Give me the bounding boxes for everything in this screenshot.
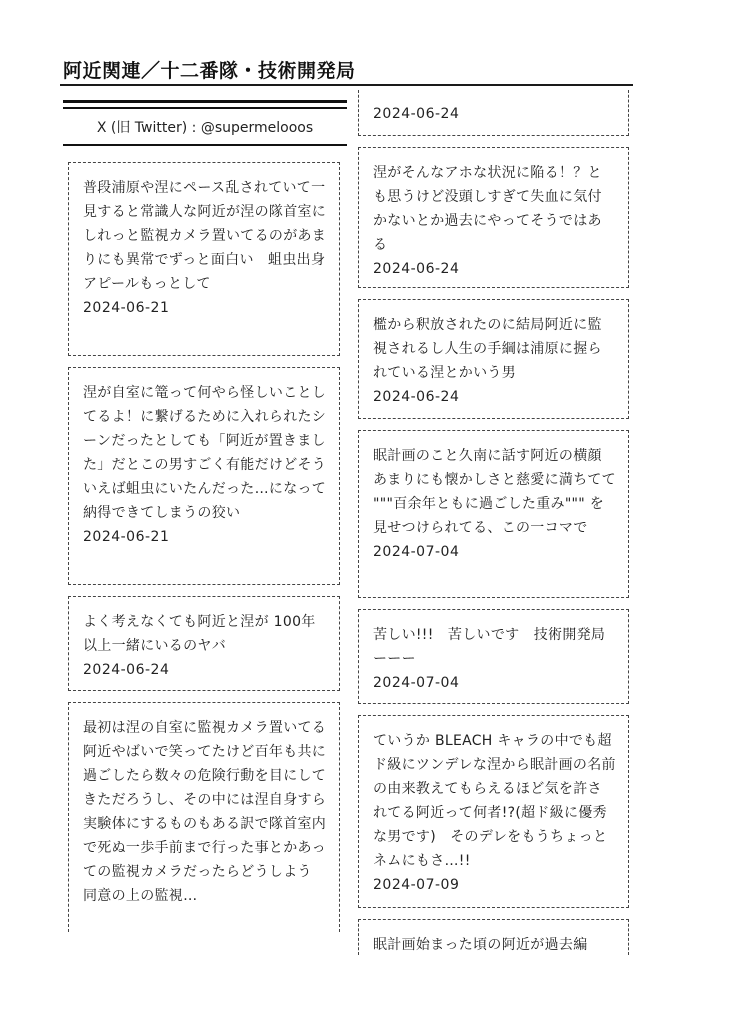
post-text: 涅がそんなアホな状況に陥る！？とも思うけど没頭しすぎて失血に気付かないとか過去にやってそうではある: [373, 165, 602, 253]
post-text: 最初は涅の自室に監視カメラ置いてる阿近やばいで笑ってたけど百年も共に過ごしたら数々の危険行動を目にしてきただろうし、その中には涅自身すら実験体にするものもある訳で隊首室内で死ぬ一歩手前まで行った事とかあっての監視カメラだったらどうしよう 同意の上の監視…: [83, 720, 327, 904]
post-text: 涅が自室に篭って何やら怪しいことしてるよ！に繋げるために入れられたシーンだったとしても「阿近が置きました」だとこの男すごく有能だけどそういえば蛆虫にいたんだった…になって納得できてしまうの狡い: [83, 385, 327, 521]
header-rule-second: [63, 107, 347, 109]
post-card: [68, 367, 340, 585]
header-rule-bottom: [63, 144, 347, 146]
post-card: [358, 430, 629, 598]
post-card: [358, 90, 629, 136]
post-text: ていうか BLEACH キャラの中でも超ド級にツンデレな涅から眠計画の名前の由来教えてもらえるほど気を許されてる阿近って何者!?(超ド級に優秀な男です) そのデレをもうちょっとネムにもさ…!!: [373, 733, 616, 869]
post-card: [358, 715, 629, 908]
post-card: [358, 299, 629, 419]
twitter-handle: X (旧 Twitter) : @supermelooos: [96, 120, 314, 136]
post-date: 2024-06-24: [83, 662, 170, 678]
post-text: 檻から釈放されたのに結局阿近に監視されるし人生の手綱は浦原に握られている涅とかいう男: [373, 317, 602, 381]
post-date: 2024-06-24: [373, 261, 460, 277]
post-date: 2024-07-04: [373, 544, 460, 560]
post-date: 2024-06-21: [83, 300, 170, 316]
post-date: 2024-07-04: [373, 675, 460, 691]
post-text: 眠計画のこと久南に話す阿近の横顔あまりにも懐かしさと慈愛に満ちてて """百余年ともに過ごした重み""" を見せつけられてる、この一コマで: [373, 448, 621, 536]
post-card: [358, 147, 629, 288]
post-card: [358, 919, 629, 955]
post-card: [68, 162, 340, 356]
header-rule-top: [63, 100, 347, 103]
post-date: 2024-06-24: [373, 106, 460, 122]
post-date: 2024-06-21: [83, 529, 170, 545]
post-text: 眠計画始まった頃の阿近が過去編: [373, 937, 588, 953]
post-card: [68, 702, 340, 932]
title-divider: [60, 84, 633, 86]
post-text: 苦しい!!! 苦しいです 技術開発局ーーー: [373, 627, 606, 667]
post-text: よく考えなくても阿近と涅が 100年以上一緒にいるのヤバ: [83, 614, 316, 654]
post-card: [358, 609, 629, 704]
post-card: [68, 596, 340, 691]
page-title: 阿近関連／十二番隊・技術開発局: [63, 60, 356, 82]
post-date: 2024-06-24: [373, 389, 460, 405]
post-text: 普段浦原や涅にペース乱されていて一見すると常識人な阿近が涅の隊首室にしれっと監視カメラ置いてるのがあまりにも異常でずっと面白い 蛆虫出身アピールもっとして: [83, 180, 327, 292]
post-date: 2024-07-09: [373, 877, 460, 893]
